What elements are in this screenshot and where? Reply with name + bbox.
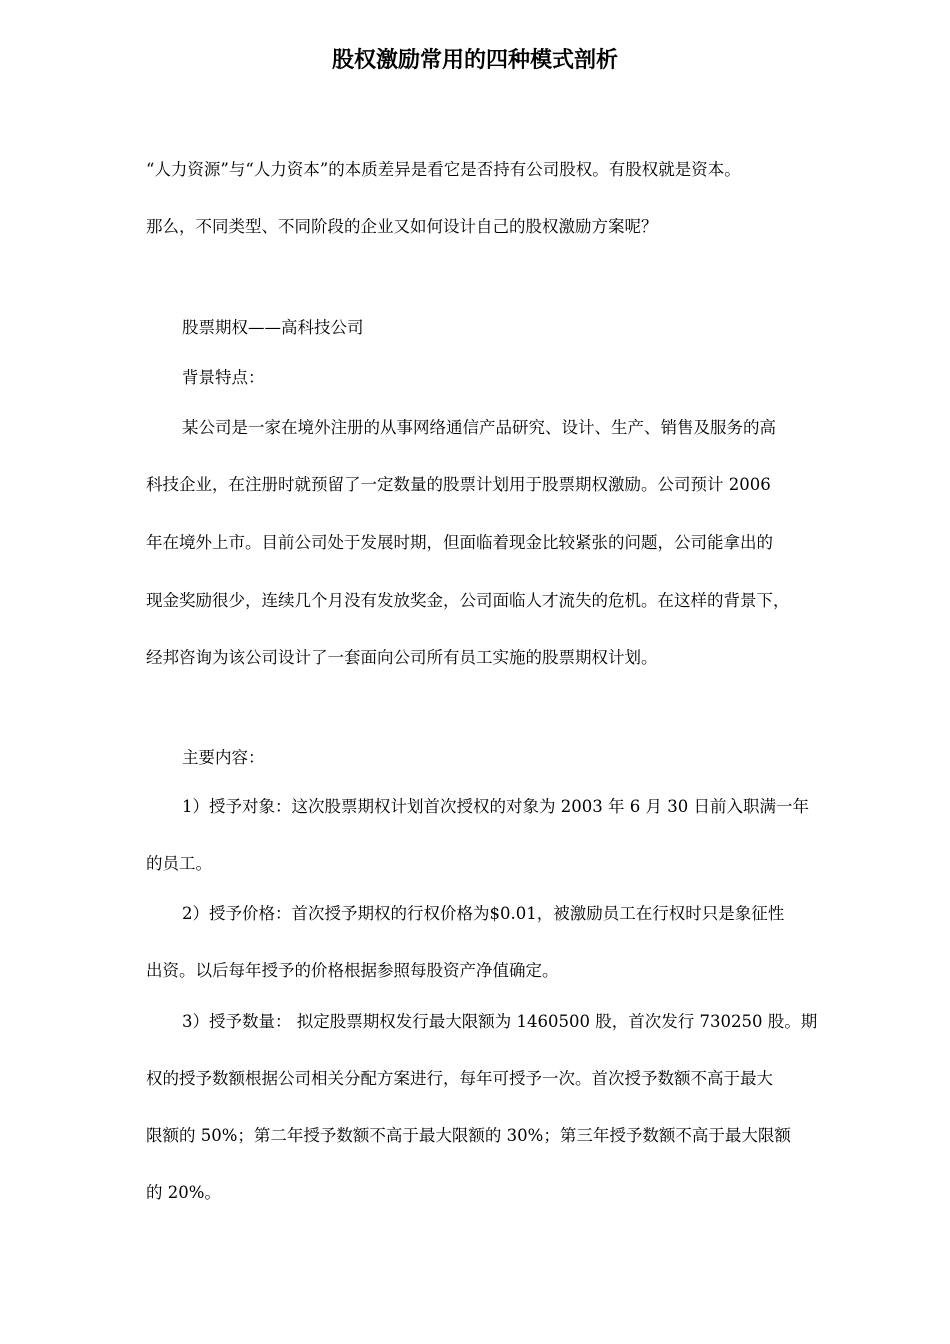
background-line-4: 现金奖励很少，连续几个月没有发放奖金，公司面临人才流失的危机。在这样的背景下，	[146, 591, 790, 610]
background-line-3: 年在境外上市。目前公司处于发展时期，但面临着现金比较紧张的问题，公司能拿出的	[146, 533, 773, 552]
item2-line-1: 2）授予价格：首次授予期权的行权价格为$0.01，被激励员工在行权时只是象征性	[182, 904, 785, 923]
document-title: 股权激励常用的四种模式剖析	[331, 48, 618, 73]
item1-line-2: 的员工。	[146, 854, 212, 873]
item3-line-3: 限额的 50%；第二年授予数额不高于最大限额的 30%；第三年授予数额不高于最大限额	[146, 1126, 791, 1145]
intro-line-2: 那么，不同类型、不同阶段的企业又如何设计自己的股权激励方案呢？	[146, 217, 658, 236]
item1-line-1: 1）授予对象：这次股票期权计划首次授权的对象为 2003 年 6 月 30 日前入职满一年	[182, 797, 809, 816]
background-line-1: 某公司是一家在境外注册的从事网络通信产品研究、设计、生产、销售及服务的高	[182, 418, 776, 437]
item3-line-1: 3）授予数量： 拟定股票期权发行最大限额为 1460500 股，首次发行 730250 股。期	[182, 1012, 818, 1031]
background-line-2: 科技企业，在注册时就预留了一定数量的股票计划用于股票期权激励。公司预计 2006	[146, 475, 771, 494]
item3-line-2: 权的授予数额根据公司相关分配方案进行，每年可授予一次。首次授予数额不高于最大	[146, 1069, 773, 1088]
section-heading: 股票期权——高科技公司	[182, 318, 364, 337]
background-line-5: 经邦咨询为该公司设计了一套面向公司所有员工实施的股票期权计划。	[146, 648, 658, 667]
item3-line-4: 的 20%。	[146, 1183, 221, 1202]
background-label: 背景特点：	[182, 368, 265, 387]
content-label: 主要内容：	[182, 748, 265, 767]
intro-line-1: “人力资源”与“人力资本”的本质差异是看它是否持有公司股权。有股权就是资本。	[146, 160, 741, 179]
item2-line-2: 出资。以后每年授予的价格根据参照每股资产净值确定。	[146, 961, 559, 980]
